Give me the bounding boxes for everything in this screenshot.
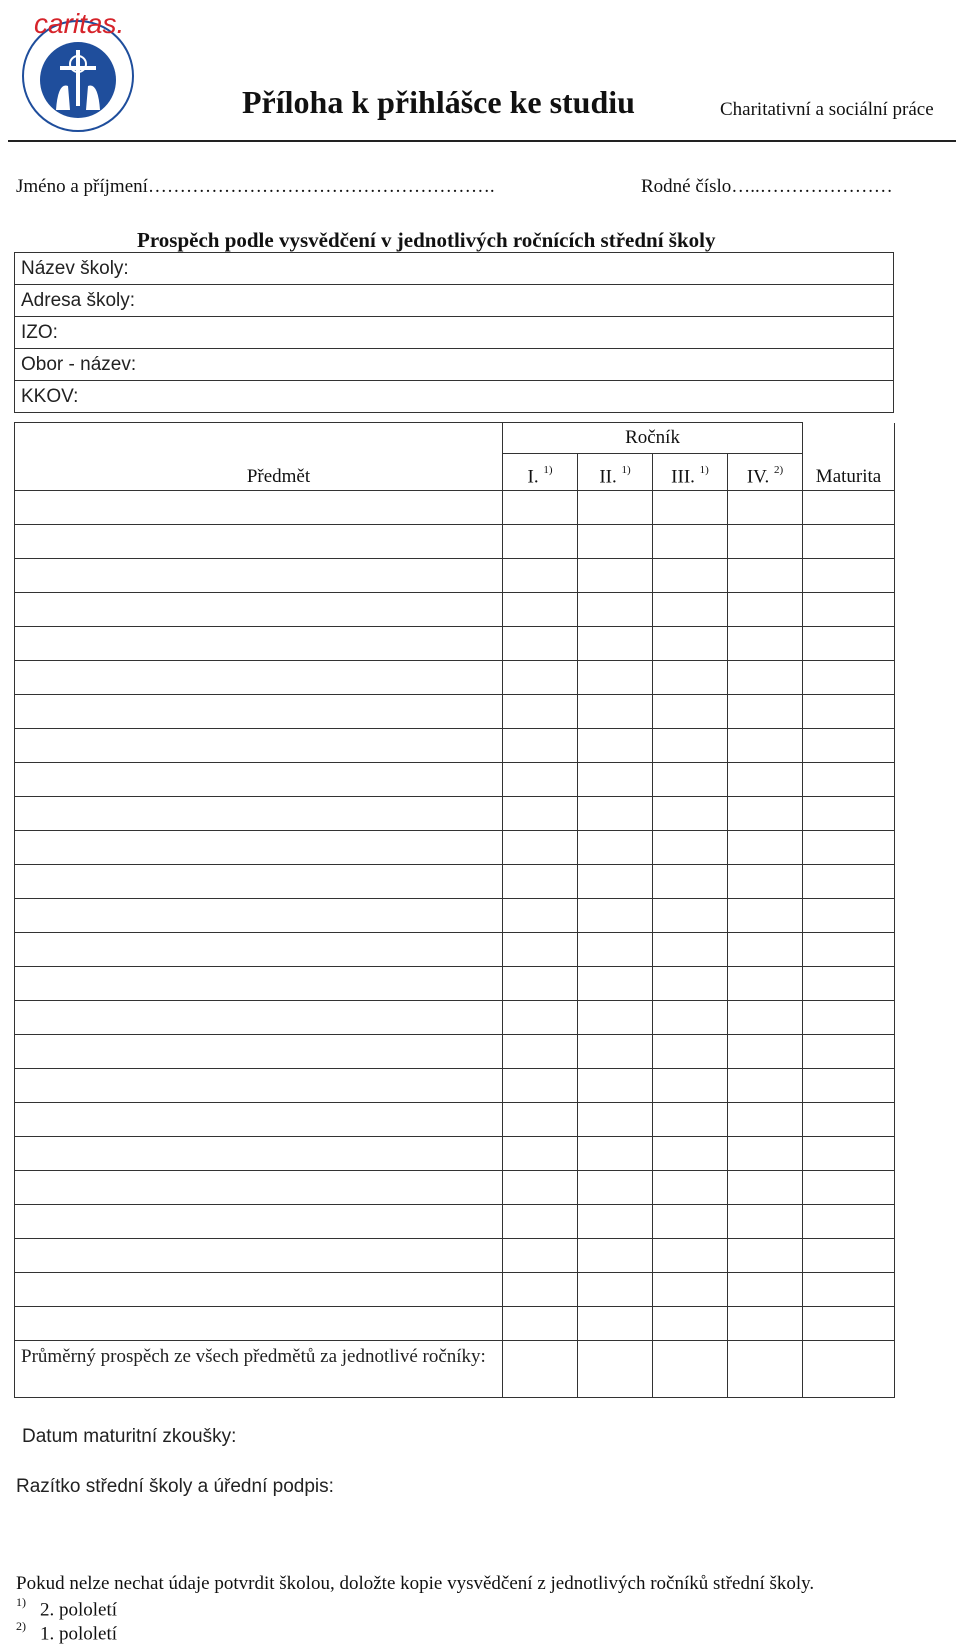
year-1-cell[interactable]	[503, 491, 578, 525]
notice-text: Pokud nelze nechat údaje potvrdit školou, doložte kopie vysvědčení z jednotlivých ročníků střední školy.	[16, 1573, 815, 1594]
subject-cell[interactable]	[15, 491, 503, 525]
year-4-cell[interactable]	[728, 831, 803, 865]
school-info-row	[15, 317, 894, 349]
year-4-cell[interactable]	[728, 525, 803, 559]
maturita-cell[interactable]	[803, 1103, 895, 1137]
table-row	[15, 1205, 895, 1239]
year-1-header: I. $^{1)}$	[503, 454, 578, 491]
year-4-cell[interactable]	[728, 1273, 803, 1307]
year-2-cell[interactable]	[578, 661, 653, 695]
maturita-cell[interactable]	[803, 865, 895, 899]
table-row	[15, 661, 895, 695]
year-1-cell[interactable]	[503, 1239, 578, 1273]
year-3-cell[interactable]	[653, 967, 728, 1001]
maturita-cell[interactable]	[803, 559, 895, 593]
year-3-cell[interactable]	[653, 763, 728, 797]
year-2-cell[interactable]	[578, 763, 653, 797]
year-3-cell[interactable]	[653, 1239, 728, 1273]
maturita-cell[interactable]	[803, 933, 895, 967]
year-1-cell[interactable]	[503, 831, 578, 865]
year-3-cell[interactable]	[653, 865, 728, 899]
year-4-cell[interactable]	[728, 1239, 803, 1273]
year-1-cell[interactable]	[503, 1307, 578, 1341]
year-1-cell[interactable]	[503, 559, 578, 593]
maturita-cell[interactable]	[803, 729, 895, 763]
year-2-cell[interactable]	[578, 525, 653, 559]
subject-column-header: Předmět	[15, 423, 503, 491]
year-4-header: IV. $^{2)}$	[728, 454, 803, 491]
year-3-cell[interactable]	[653, 1205, 728, 1239]
year-2-cell[interactable]	[578, 1171, 653, 1205]
year-1-cell[interactable]	[503, 763, 578, 797]
year-2-cell[interactable]	[578, 831, 653, 865]
table-row	[15, 797, 895, 831]
maturita-cell[interactable]	[803, 763, 895, 797]
year-4-cell[interactable]	[728, 1205, 803, 1239]
year-2-cell[interactable]	[578, 1307, 653, 1341]
izo-field[interactable]: IZO:	[15, 317, 894, 349]
year-3-cell[interactable]	[653, 899, 728, 933]
year-4-cell[interactable]	[728, 967, 803, 1001]
subject-cell[interactable]	[15, 1137, 503, 1171]
year-3-cell[interactable]	[653, 831, 728, 865]
year-2-cell[interactable]	[578, 1239, 653, 1273]
year-4-cell[interactable]	[728, 1069, 803, 1103]
year-1-cell[interactable]	[503, 933, 578, 967]
year-4-cell[interactable]	[728, 1001, 803, 1035]
year-3-cell[interactable]	[653, 491, 728, 525]
year-2-cell[interactable]	[578, 627, 653, 661]
year-4-cell[interactable]	[728, 593, 803, 627]
school-info-row	[15, 381, 894, 413]
year-2-cell[interactable]	[578, 1137, 653, 1171]
year-3-cell[interactable]	[653, 1001, 728, 1035]
year-4-cell[interactable]	[728, 1103, 803, 1137]
footnote-1: $^{1)}$ 2. pololetí	[16, 1595, 118, 1621]
year-2-cell[interactable]	[578, 797, 653, 831]
year-3-cell[interactable]	[653, 797, 728, 831]
table-row	[15, 865, 895, 899]
year-4-cell[interactable]	[728, 899, 803, 933]
year-4-cell[interactable]	[728, 627, 803, 661]
table-row	[15, 1307, 895, 1341]
year-3-cell[interactable]	[653, 1103, 728, 1137]
maturita-cell[interactable]	[803, 661, 895, 695]
maturita-cell[interactable]	[803, 899, 895, 933]
school-info-row	[15, 349, 894, 381]
year-4-cell[interactable]	[728, 491, 803, 525]
average-year-1-cell[interactable]	[503, 1341, 578, 1398]
year-4-cell[interactable]	[728, 1137, 803, 1171]
year-2-cell[interactable]	[578, 933, 653, 967]
maturita-cell[interactable]	[803, 491, 895, 525]
grades-header-row	[15, 423, 895, 454]
year-3-cell[interactable]	[653, 933, 728, 967]
subject-cell[interactable]	[15, 967, 503, 1001]
school-address-field[interactable]: Adresa školy:	[15, 285, 894, 317]
subject-cell[interactable]	[15, 933, 503, 967]
page-title: Příloha k přihlášce ke studiu	[242, 84, 635, 120]
maturita-cell[interactable]	[803, 1205, 895, 1239]
year-4-cell[interactable]	[728, 559, 803, 593]
year-3-cell[interactable]	[653, 1137, 728, 1171]
header-divider	[8, 140, 956, 142]
subject-cell[interactable]	[15, 1273, 503, 1307]
subject-cell[interactable]	[15, 695, 503, 729]
table-row	[15, 1171, 895, 1205]
maturita-cell[interactable]	[803, 1001, 895, 1035]
field-of-study-field[interactable]: Obor - název:	[15, 349, 894, 381]
stamp-signature-label: Razítko střední školy a úřední podpis:	[16, 1476, 334, 1497]
year-3-cell[interactable]	[653, 1307, 728, 1341]
year-3-cell[interactable]	[653, 695, 728, 729]
maturita-cell[interactable]	[803, 1035, 895, 1069]
subject-cell[interactable]	[15, 1171, 503, 1205]
year-4-cell[interactable]	[728, 695, 803, 729]
maturita-cell[interactable]	[803, 525, 895, 559]
year-3-cell[interactable]	[653, 593, 728, 627]
maturita-cell[interactable]	[803, 1273, 895, 1307]
year-1-cell[interactable]	[503, 1137, 578, 1171]
year-3-cell[interactable]	[653, 525, 728, 559]
year-group-header: Ročník	[503, 423, 803, 454]
year-1-cell[interactable]	[503, 1001, 578, 1035]
subject-cell[interactable]	[15, 593, 503, 627]
year-1-cell[interactable]	[503, 1205, 578, 1239]
year-1-cell[interactable]	[503, 1273, 578, 1307]
organization-name: Charitativní a sociální práce	[720, 99, 934, 120]
year-3-cell[interactable]	[653, 661, 728, 695]
subject-cell[interactable]	[15, 1035, 503, 1069]
grade-rows	[15, 491, 895, 1341]
table-row	[15, 695, 895, 729]
maturita-cell[interactable]	[803, 695, 895, 729]
subject-cell[interactable]	[15, 559, 503, 593]
footnote-2: $^{2)}$ 1. pololetí	[16, 1619, 118, 1645]
table-row	[15, 1069, 895, 1103]
subject-cell[interactable]	[15, 661, 503, 695]
year-1-cell[interactable]	[503, 1171, 578, 1205]
table-row	[15, 831, 895, 865]
table-row	[15, 525, 895, 559]
year-3-cell[interactable]	[653, 1035, 728, 1069]
table-row	[15, 1103, 895, 1137]
maturita-cell[interactable]	[803, 1171, 895, 1205]
maturita-cell[interactable]	[803, 1239, 895, 1273]
year-4-cell[interactable]	[728, 763, 803, 797]
subject-cell[interactable]	[15, 1205, 503, 1239]
table-row	[15, 1035, 895, 1069]
year-4-cell[interactable]	[728, 1307, 803, 1341]
school-info-row	[15, 253, 894, 285]
maturita-cell[interactable]	[803, 1307, 895, 1341]
year-1-cell[interactable]	[503, 967, 578, 1001]
logo-wordmark: caritas.	[34, 8, 125, 39]
table-row	[15, 491, 895, 525]
year-4-cell[interactable]	[728, 933, 803, 967]
maturita-column-header: Maturita	[803, 423, 895, 491]
year-1-cell[interactable]	[503, 661, 578, 695]
subject-cell[interactable]	[15, 899, 503, 933]
average-year-4-cell[interactable]	[728, 1341, 803, 1398]
year-2-cell[interactable]	[578, 1035, 653, 1069]
year-2-cell[interactable]	[578, 1069, 653, 1103]
year-2-cell[interactable]	[578, 1273, 653, 1307]
year-2-cell[interactable]	[578, 593, 653, 627]
year-3-cell[interactable]	[653, 1171, 728, 1205]
year-1-cell[interactable]	[503, 525, 578, 559]
year-3-cell[interactable]	[653, 559, 728, 593]
subject-cell[interactable]	[15, 1307, 503, 1341]
subject-cell[interactable]	[15, 729, 503, 763]
year-1-cell[interactable]	[503, 627, 578, 661]
maturita-cell[interactable]	[803, 593, 895, 627]
year-1-cell[interactable]	[503, 899, 578, 933]
table-row	[15, 763, 895, 797]
table-row	[15, 729, 895, 763]
section-title: Prospěch podle vysvědčení v jednotlivých ročnících střední školy	[137, 228, 716, 252]
maturita-cell[interactable]	[803, 967, 895, 1001]
average-row	[15, 1341, 895, 1398]
name-field-label: Jméno a příjmení……………………………………………….	[16, 176, 495, 197]
year-1-cell[interactable]	[503, 695, 578, 729]
year-4-cell[interactable]	[728, 797, 803, 831]
school-name-field[interactable]: Název školy:	[15, 253, 894, 285]
year-4-cell[interactable]	[728, 1035, 803, 1069]
year-4-cell[interactable]	[728, 865, 803, 899]
school-info-row	[15, 285, 894, 317]
table-row	[15, 1239, 895, 1273]
grades-table	[14, 422, 895, 1398]
subject-cell[interactable]	[15, 1069, 503, 1103]
average-label: Průměrný prospěch ze všech předmětů za jednotlivé ročníky:	[15, 1341, 503, 1398]
year-2-cell[interactable]	[578, 1103, 653, 1137]
kkov-field[interactable]: KKOV:	[15, 381, 894, 413]
subject-cell[interactable]	[15, 525, 503, 559]
average-maturita-cell[interactable]	[803, 1341, 895, 1398]
year-2-cell[interactable]	[578, 491, 653, 525]
subject-cell[interactable]	[15, 1001, 503, 1035]
year-4-cell[interactable]	[728, 661, 803, 695]
table-row	[15, 1001, 895, 1035]
year-2-cell[interactable]	[578, 695, 653, 729]
year-3-cell[interactable]	[653, 1273, 728, 1307]
year-1-cell[interactable]	[503, 1069, 578, 1103]
year-3-cell[interactable]	[653, 1069, 728, 1103]
year-1-cell[interactable]	[503, 797, 578, 831]
table-row	[15, 1273, 895, 1307]
year-3-header: III. $^{1)}$	[653, 454, 728, 491]
exam-date-label: Datum maturitní zkoušky:	[22, 1426, 237, 1447]
maturita-cell[interactable]	[803, 627, 895, 661]
average-year-2-cell[interactable]	[578, 1341, 653, 1398]
caritas-logo	[8, 6, 148, 134]
average-year-3-cell[interactable]	[653, 1341, 728, 1398]
subject-cell[interactable]	[15, 627, 503, 661]
maturita-cell[interactable]	[803, 1069, 895, 1103]
table-row	[15, 1137, 895, 1171]
subject-cell[interactable]	[15, 797, 503, 831]
subject-cell[interactable]	[15, 1239, 503, 1273]
year-2-cell[interactable]	[578, 1001, 653, 1035]
birth-number-field-label: Rodné číslo…..…………………	[641, 176, 893, 197]
year-2-cell[interactable]	[578, 559, 653, 593]
school-info-table	[14, 252, 894, 413]
subject-cell[interactable]	[15, 865, 503, 899]
year-1-cell[interactable]	[503, 593, 578, 627]
subject-cell[interactable]	[15, 763, 503, 797]
table-row	[15, 559, 895, 593]
subject-cell[interactable]	[15, 1103, 503, 1137]
maturita-cell[interactable]	[803, 1137, 895, 1171]
year-4-cell[interactable]	[728, 729, 803, 763]
year-3-cell[interactable]	[653, 729, 728, 763]
maturita-cell[interactable]	[803, 797, 895, 831]
table-row	[15, 967, 895, 1001]
year-2-cell[interactable]	[578, 967, 653, 1001]
year-1-cell[interactable]	[503, 865, 578, 899]
year-2-cell[interactable]	[578, 1205, 653, 1239]
year-2-cell[interactable]	[578, 899, 653, 933]
maturita-cell[interactable]	[803, 831, 895, 865]
year-1-cell[interactable]	[503, 1103, 578, 1137]
year-3-cell[interactable]	[653, 627, 728, 661]
year-1-cell[interactable]	[503, 1035, 578, 1069]
year-4-cell[interactable]	[728, 1171, 803, 1205]
year-2-header: II. $^{1)}$	[578, 454, 653, 491]
year-2-cell[interactable]	[578, 865, 653, 899]
table-row	[15, 899, 895, 933]
table-row	[15, 593, 895, 627]
table-row	[15, 933, 895, 967]
subject-cell[interactable]	[15, 831, 503, 865]
year-1-cell[interactable]	[503, 729, 578, 763]
table-row	[15, 627, 895, 661]
year-2-cell[interactable]	[578, 729, 653, 763]
